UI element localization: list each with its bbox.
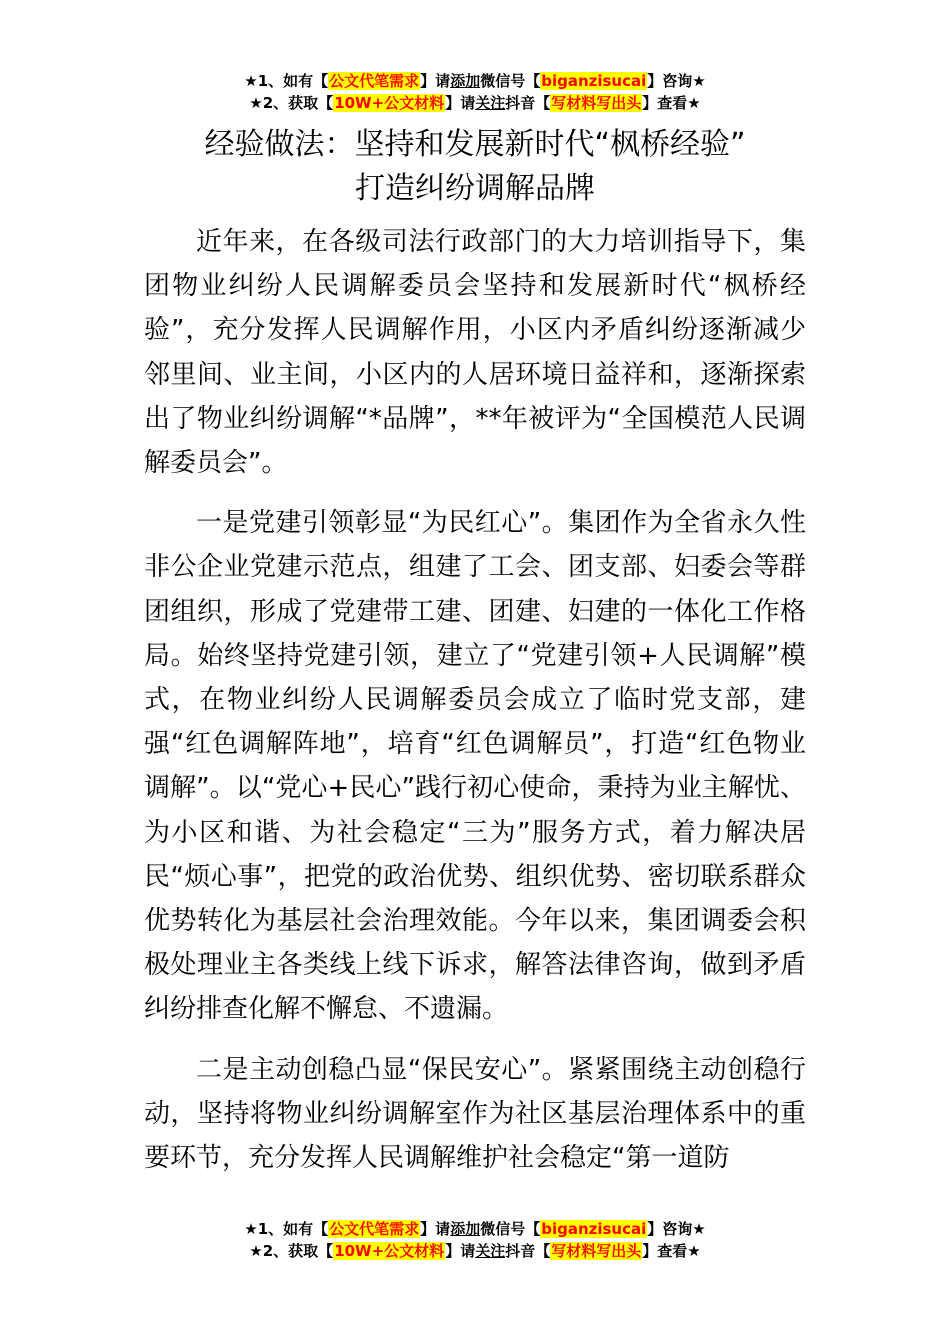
promo-line-1 bbox=[0, 70, 950, 92]
promo-highlight: 公文代笔需求 bbox=[329, 1220, 420, 1238]
promo-text: ★2、获取【 bbox=[249, 94, 334, 112]
document-body bbox=[144, 220, 806, 1180]
promo-text: 】咨询★ bbox=[647, 72, 706, 90]
promo-highlight: biganzisucai bbox=[541, 1220, 647, 1238]
promo-underlined-text: 关注 bbox=[475, 94, 506, 112]
promo-text: 】请 bbox=[445, 1242, 476, 1260]
promo-text: 】咨询★ bbox=[647, 1220, 706, 1238]
document-title-line-2: 打造纠纷调解品牌 bbox=[355, 171, 595, 206]
promo-underlined-text: 添加 bbox=[450, 72, 481, 90]
promo-text: 抖音【 bbox=[505, 1242, 551, 1260]
promo-text: 】请 bbox=[420, 72, 451, 90]
promo-underlined-text: 关注 bbox=[475, 1242, 506, 1260]
promo-line-1 bbox=[0, 1218, 950, 1240]
promo-line-2 bbox=[0, 92, 950, 114]
body-paragraph: 近年来，在各级司法行政部门的大力培训指导下，集团物业纠纷人民调解委员会坚持和发展新时代“枫桥经验”，充分发挥人民调解作用，小区内矛盾纠纷逐渐减少邻里间、业主间，小区内的人居环境日益祥和，逐渐探索出了物业纠纷调解“*品牌”，**年被评为“全国模范人民调解委员会”。 bbox=[144, 227, 806, 479]
body-paragraph: 二是主动创稳凸显“保民安心”。紧紧围绕主动创稳行动，坚持将物业纠纷调解室作为社区基层治理体系中的重要环节，充分发挥人民调解维护社会稳定“第一道防 bbox=[144, 1054, 806, 1174]
promo-underlined-text: 添加 bbox=[450, 1220, 481, 1238]
promo-highlight: 写材料写出头 bbox=[551, 1242, 642, 1260]
promo-text: 微信号【 bbox=[480, 72, 541, 90]
footer-promo-banner bbox=[0, 1218, 950, 1262]
promo-text: 抖音【 bbox=[505, 94, 551, 112]
promo-highlight: biganzisucai bbox=[541, 72, 647, 90]
promo-text: 】请 bbox=[445, 94, 476, 112]
promo-text: 】请 bbox=[420, 1220, 451, 1238]
promo-text: ★1、如有【 bbox=[244, 1220, 329, 1238]
promo-text: 】查看★ bbox=[642, 1242, 701, 1260]
promo-highlight: 10W+公文材料 bbox=[334, 1242, 445, 1260]
body-paragraph: 一是党建引领彰显“为民红心”。集团作为全省永久性非公企业党建示范点，组建了工会、团支部、妇委会等群团组织，形成了党建带工建、团建、妇建的一体化工作格局。始终坚持党建引领，建立了“党建引领+人民调解”模式，在物业纠纷人民调解委员会成立了临时党支部，建强“红色调解阵地”，培育“红色调解员”，打造“红色物业调解”。以“党心+民心”践行初心使命，秉持为业主解忧、为小区和谐、为社会稳定“三为”服务方式，着力解决居民“烦心事”，把党的政治优势、组织优势、密切联系群众优势转化为基层社会治理效能。今年以来，集团调委会积极处理业主各类线上线下诉求，解答法律咨询，做到矛盾纠纷排查化解不懈怠、不遗漏。 bbox=[144, 508, 806, 1025]
promo-highlight: 写材料写出头 bbox=[551, 94, 642, 112]
promo-text: ★2、获取【 bbox=[249, 1242, 334, 1260]
promo-text: ★1、如有【 bbox=[244, 72, 329, 90]
header-promo-banner bbox=[0, 70, 950, 114]
promo-highlight: 公文代笔需求 bbox=[329, 72, 420, 90]
promo-line-2 bbox=[0, 1240, 950, 1262]
document-title-line-1: 经验做法：坚持和发展新时代“枫桥经验” bbox=[204, 127, 746, 162]
promo-text: 】查看★ bbox=[642, 94, 701, 112]
promo-text: 微信号【 bbox=[480, 1220, 541, 1238]
promo-highlight: 10W+公文材料 bbox=[334, 94, 445, 112]
